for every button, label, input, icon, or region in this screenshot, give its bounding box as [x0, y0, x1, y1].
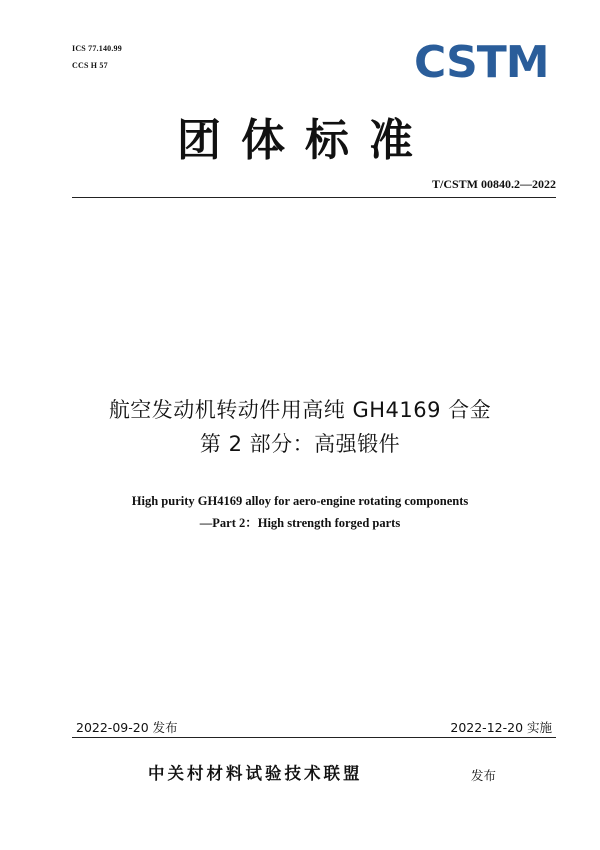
english-title-line-2: —Part 2：High strength forged parts [199, 516, 401, 530]
cstm-logo [414, 40, 556, 80]
chinese-title-line-2: 第 2 部分：高强锻件 [199, 432, 401, 456]
footer-divider [72, 737, 556, 738]
header-divider [72, 197, 556, 198]
publish-label: 发布 [471, 768, 497, 783]
issuing-organization: 中关村材料试验技术联盟 [148, 764, 363, 783]
standard-number: T/CSTM 00840.2—2022 [431, 177, 556, 191]
implementation-date: 2022-12-20 实施 [450, 720, 552, 735]
issue-date: 2022-09-20 发布 [76, 720, 178, 735]
english-title-line-1: High purity GH4169 alloy for aero-engine rotating components [131, 494, 469, 508]
ics-code: ICS 77.140.99 [72, 44, 122, 53]
cstm-logo-text: CSTM [414, 40, 549, 80]
ccs-code: CCS H 57 [72, 61, 108, 70]
chinese-title-line-1: 航空发动机转动件用高纯 GH4169 合金 [108, 398, 492, 422]
standard-type-title: 团体标准 [177, 115, 433, 166]
